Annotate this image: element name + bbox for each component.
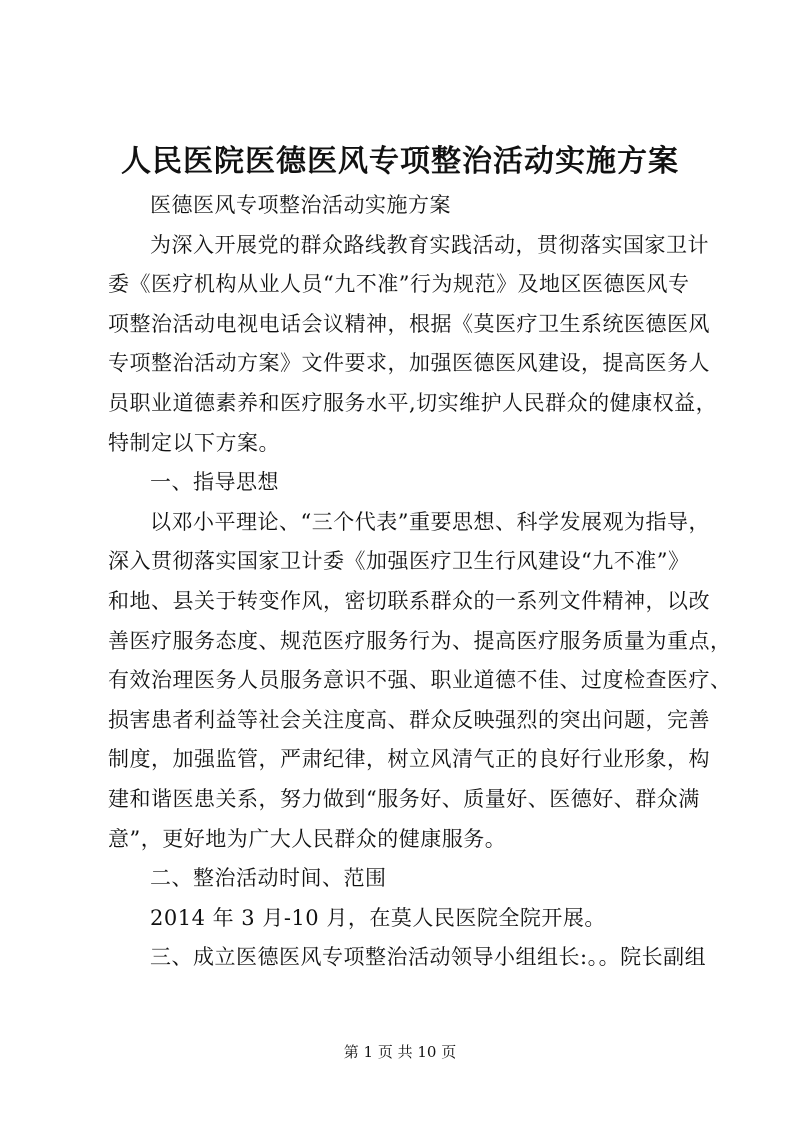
- text-line: 特制定以下方案。: [108, 430, 280, 455]
- text-line: 一、指导思想: [150, 470, 279, 495]
- text-line: 深入贯彻落实国家卫计委《加强医疗卫生行风建设“九不准”》: [108, 549, 690, 574]
- text-line: 善医疗服务态度、规范医疗服务行为、提高医疗服务质量为重点，: [108, 628, 732, 653]
- text-line: 二、整治活动时间、范围: [150, 866, 387, 891]
- text-line: 和地、县关于转变作风，密切联系群众的一系列文件精神，以改: [108, 588, 710, 613]
- text-line: 2014 年 3 月-10 月，在莫人民医院全院开展。: [150, 905, 606, 930]
- text-line: 员职业道德素养和医疗服务水平,切实维护人民群众的健康权益，: [108, 390, 718, 415]
- page-footer: 第 1 页 共 10 页: [343, 1043, 457, 1061]
- text-line: 项整治活动电视电话会议精神，根据《莫医疗卫生系统医德医风: [108, 311, 710, 336]
- text-line: 意”，更好地为广大人民群众的健康服务。: [108, 826, 507, 851]
- text-line: 制度，加强监管，严肃纪律，树立风清气正的良好行业形象，构: [108, 747, 710, 772]
- text-line: 以邓小平理论、“三个代表”重要思想、科学发展观为指导，: [150, 509, 710, 534]
- text-line: 建和谐医患关系，努力做到“服务好、质量好、医德好、群众满: [108, 786, 700, 811]
- text-line: 委《医疗机构从业人员“九不准”行为规范》及地区医德医风专: [108, 272, 690, 297]
- text-line: 医德医风专项整治活动实施方案: [150, 193, 451, 217]
- text-line: 有效治理医务人员服务意识不强、职业道德不佳、过度检查医疗、: [108, 668, 732, 693]
- text-line: 专项整治活动方案》文件要求，加强医德医风建设，提高医务人: [108, 351, 710, 376]
- text-line: 为深入开展党的群众路线教育实践活动，贯彻落实国家卫计: [150, 232, 709, 257]
- text-line: 损害患者利益等社会关注度高、群众反映强烈的突出问题，完善: [108, 707, 710, 732]
- document-title: 人民医院医德医风专项整治活动实施方案: [121, 144, 679, 179]
- document-body: [108, 186, 732, 978]
- text-line: 三、成立医德医风专项整治活动领导小组组长:。。院长副组: [150, 945, 707, 970]
